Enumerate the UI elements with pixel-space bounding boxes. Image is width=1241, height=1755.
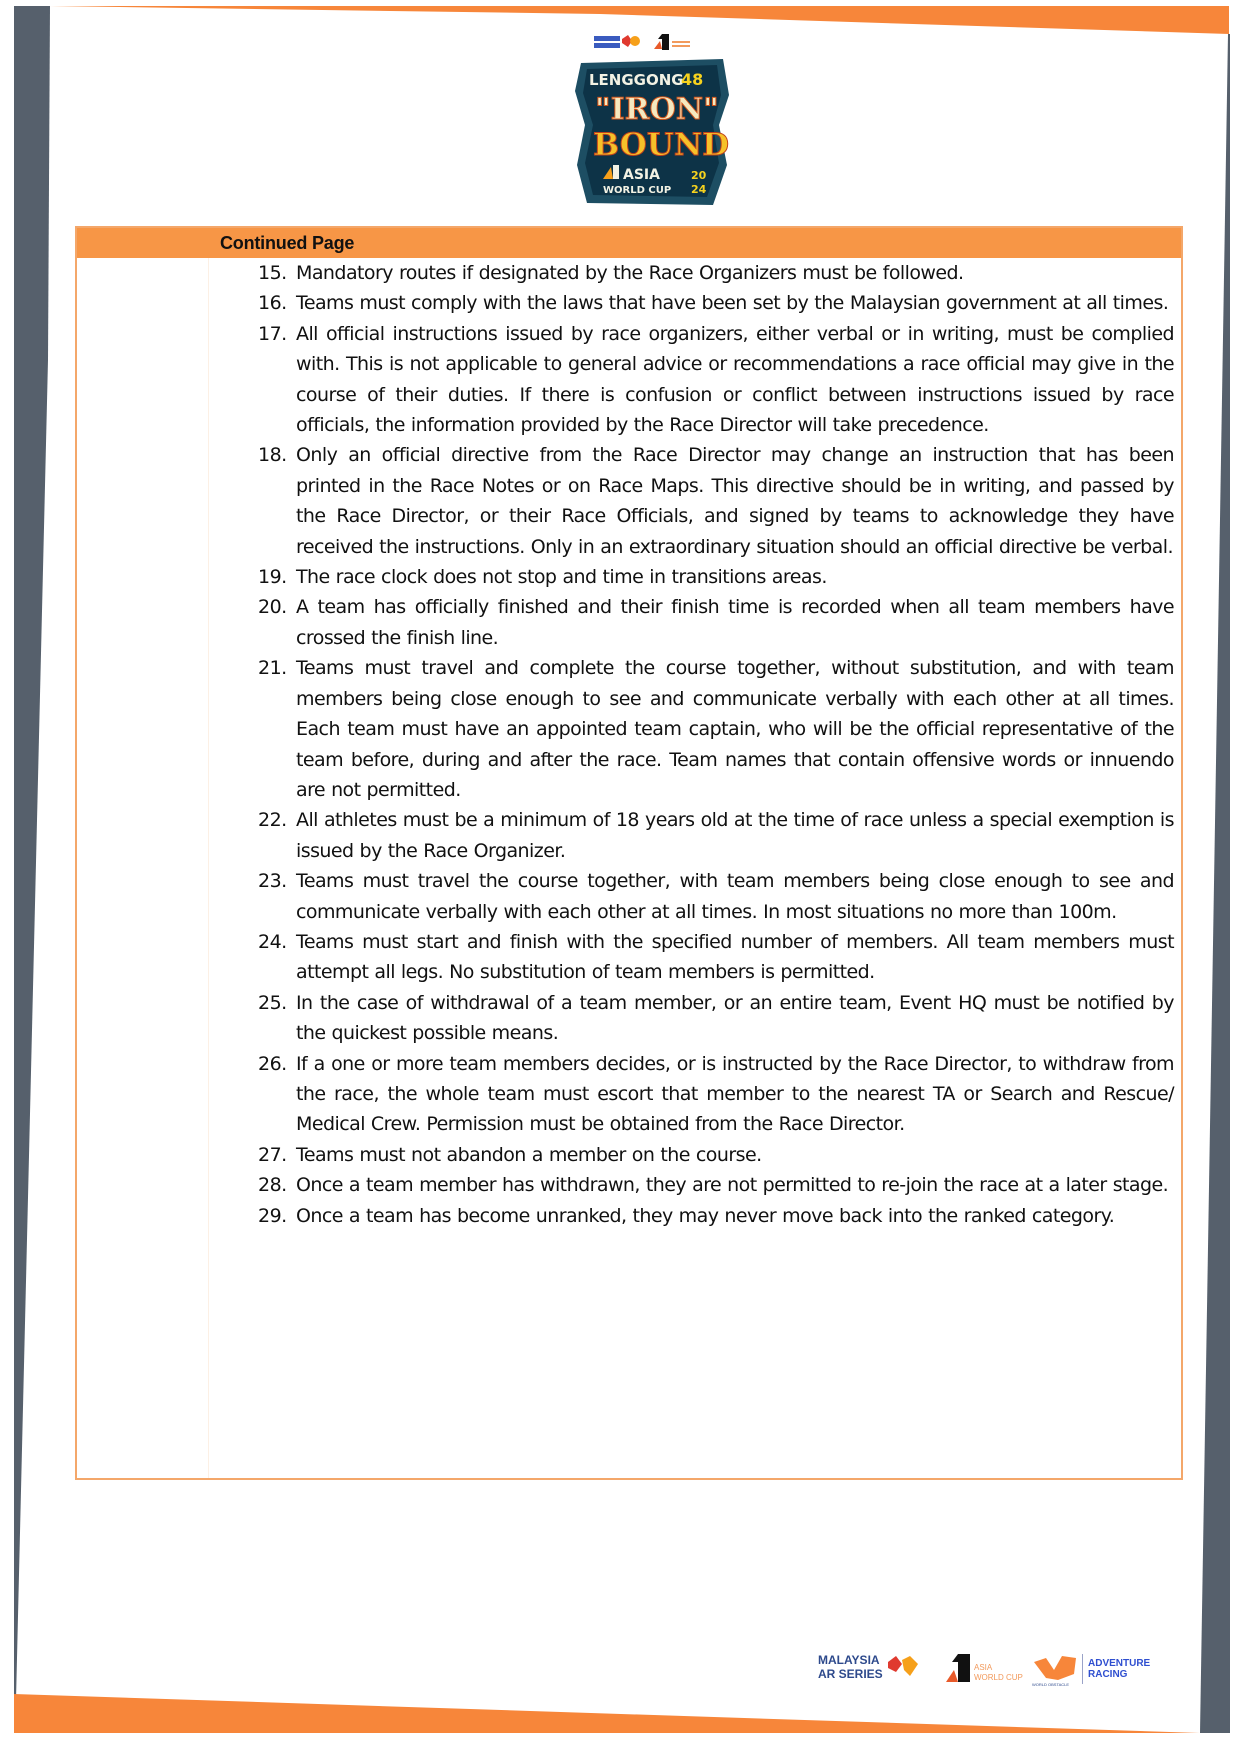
rule-item bbox=[258, 988, 1174, 1049]
svg-text:WORLD OBSTACLE: WORLD OBSTACLE bbox=[1032, 1682, 1070, 1687]
rule-number: 15. bbox=[258, 262, 287, 284]
svg-text:24: 24 bbox=[691, 183, 707, 196]
rule-number: 28. bbox=[258, 1174, 287, 1197]
rule-item bbox=[258, 562, 1174, 592]
column-divider bbox=[208, 258, 209, 1478]
footer-adventure-racing-logo bbox=[1032, 1654, 1151, 1687]
rule-item bbox=[258, 1140, 1174, 1170]
rules-list bbox=[258, 258, 1174, 1231]
svg-text:AR SERIES: AR SERIES bbox=[818, 1667, 883, 1681]
rule-text: Teams must not abandon a member on the course. bbox=[296, 1143, 762, 1166]
rule-number: 16. bbox=[258, 292, 287, 315]
rule-text: The race clock does not stop and time in transitions areas. bbox=[296, 566, 827, 589]
rule-text: Once a team member has withdrawn, they are not permitted to re-join the race at a later stage. bbox=[296, 1174, 1169, 1197]
svg-text:WORLD CUP: WORLD CUP bbox=[603, 185, 672, 196]
svg-text:BOUND: BOUND bbox=[593, 127, 730, 163]
svg-text:MALAYSIA: MALAYSIA bbox=[818, 1653, 880, 1667]
rule-number: 23. bbox=[258, 870, 287, 893]
footer-sponsor-logos bbox=[818, 1648, 1178, 1688]
rule-item bbox=[258, 1170, 1174, 1200]
rule-item bbox=[258, 319, 1174, 441]
rule-number: 26. bbox=[258, 1052, 287, 1075]
rule-text: Mandatory routes if designated by the Race Organizers must be followed. bbox=[296, 262, 964, 284]
svg-text:ASIA: ASIA bbox=[974, 1663, 993, 1672]
rule-number: 27. bbox=[258, 1143, 287, 1166]
rule-text: Teams must start and finish with the specified number of members. All team members must attempt all legs. No substitution of team members is permitted. bbox=[296, 930, 1174, 984]
rule-number: 17. bbox=[258, 322, 287, 345]
rule-text: A team has officially finished and their finish time is recorded when all team members have crossed the finish line. bbox=[296, 596, 1174, 649]
rule-item bbox=[258, 440, 1174, 562]
top-orange-stripe bbox=[50, 6, 1229, 34]
table-header-label: Continued Page bbox=[220, 233, 355, 253]
svg-text:20: 20 bbox=[691, 169, 707, 182]
svg-text:RACING: RACING bbox=[1088, 1669, 1128, 1680]
footer-malaysia-ar-series-logo bbox=[818, 1653, 918, 1681]
malaysia-ar-series-logo bbox=[594, 35, 640, 48]
rule-text: In the case of withdrawal of a team member, or an entire team, Event HQ must be notified by the quickest possible means. bbox=[296, 991, 1174, 1045]
svg-text:"IRON": "IRON" bbox=[595, 92, 719, 127]
rule-item bbox=[258, 592, 1174, 653]
rule-number: 24. bbox=[258, 930, 287, 953]
rule-number: 22. bbox=[258, 809, 287, 832]
right-gray-bar bbox=[1200, 34, 1230, 1733]
svg-text:48: 48 bbox=[681, 70, 704, 89]
asia-world-cup-logo bbox=[654, 34, 690, 50]
rule-item bbox=[258, 258, 1174, 288]
rule-number: 29. bbox=[258, 1204, 287, 1227]
rule-number: 21. bbox=[258, 657, 287, 680]
rule-item bbox=[258, 288, 1174, 318]
rule-number: 25. bbox=[258, 991, 287, 1014]
rules-table bbox=[75, 226, 1183, 1480]
lenggong-iron-bound-logo bbox=[573, 55, 733, 207]
rule-text: Only an official directive from the Race Director may change an instruction that has been printed in the Race Notes or on Race Maps. This directive should be in writing, and passed by the Race Director, or their Race Officials, and signed by teams to acknowledge they have received the instructions. Only in an extraordinary situation should an official directive be verbal. bbox=[296, 444, 1174, 558]
rule-item bbox=[258, 866, 1174, 927]
rule-number: 20. bbox=[258, 596, 287, 619]
rule-text: Teams must travel and complete the course together, without substitution, and with team members being close enough to see and communicate verbally with each other at all times. Each team must have an appointed team captain, who will be the official representative of the team before, during and after the race. Team names that contain offensive words or innuendo are not permitted. bbox=[296, 657, 1174, 801]
rule-text: All athletes must be a minimum of 18 years old at the time of race unless a special exemption is issued by the Race Organizer. bbox=[296, 809, 1174, 862]
rule-item bbox=[258, 1049, 1174, 1140]
rule-text: If a one or more team members decides, or is instructed by the Race Director, to withdraw from the race, the whole team must escort that member to the nearest TA or Search and Rescue/ Medical Crew. Permission must be obtained from the Race Director. bbox=[296, 1052, 1174, 1136]
rule-number: 19. bbox=[258, 566, 287, 589]
rule-item bbox=[258, 805, 1174, 866]
rule-text: Teams must travel the course together, with team members being close enough to see and communicate verbally with each other at all times. In most situations no more than 100m. bbox=[296, 870, 1174, 923]
rule-number: 18. bbox=[258, 444, 287, 467]
rule-text: All official instructions issued by race organizers, either verbal or in writing, must be complied with. This is not applicable to general advice or recommendations a race official may give in the course of their duties. If there is confusion or conflict between instructions issued by race officials, the information provided by the Race Director will take precedence. bbox=[296, 322, 1174, 437]
rule-text: Once a team has become unranked, they may never move back into the ranked category. bbox=[296, 1204, 1115, 1227]
svg-text:WORLD CUP: WORLD CUP bbox=[974, 1673, 1023, 1682]
rule-item bbox=[258, 1201, 1174, 1231]
top-sponsor-logos bbox=[594, 33, 734, 51]
svg-text:LENGGONG: LENGGONG bbox=[589, 71, 684, 89]
rule-item bbox=[258, 653, 1174, 805]
svg-text:ADVENTURE: ADVENTURE bbox=[1088, 1658, 1151, 1669]
svg-text:ASIA: ASIA bbox=[623, 167, 660, 183]
rule-text: Teams must comply with the laws that have been set by the Malaysian government at all times. bbox=[296, 292, 1169, 315]
table-header bbox=[77, 228, 1181, 258]
footer-asia-world-cup-logo bbox=[946, 1654, 1023, 1682]
bottom-orange-stripe bbox=[14, 1694, 1200, 1733]
rule-item bbox=[258, 927, 1174, 988]
left-gray-bar bbox=[14, 6, 50, 1700]
